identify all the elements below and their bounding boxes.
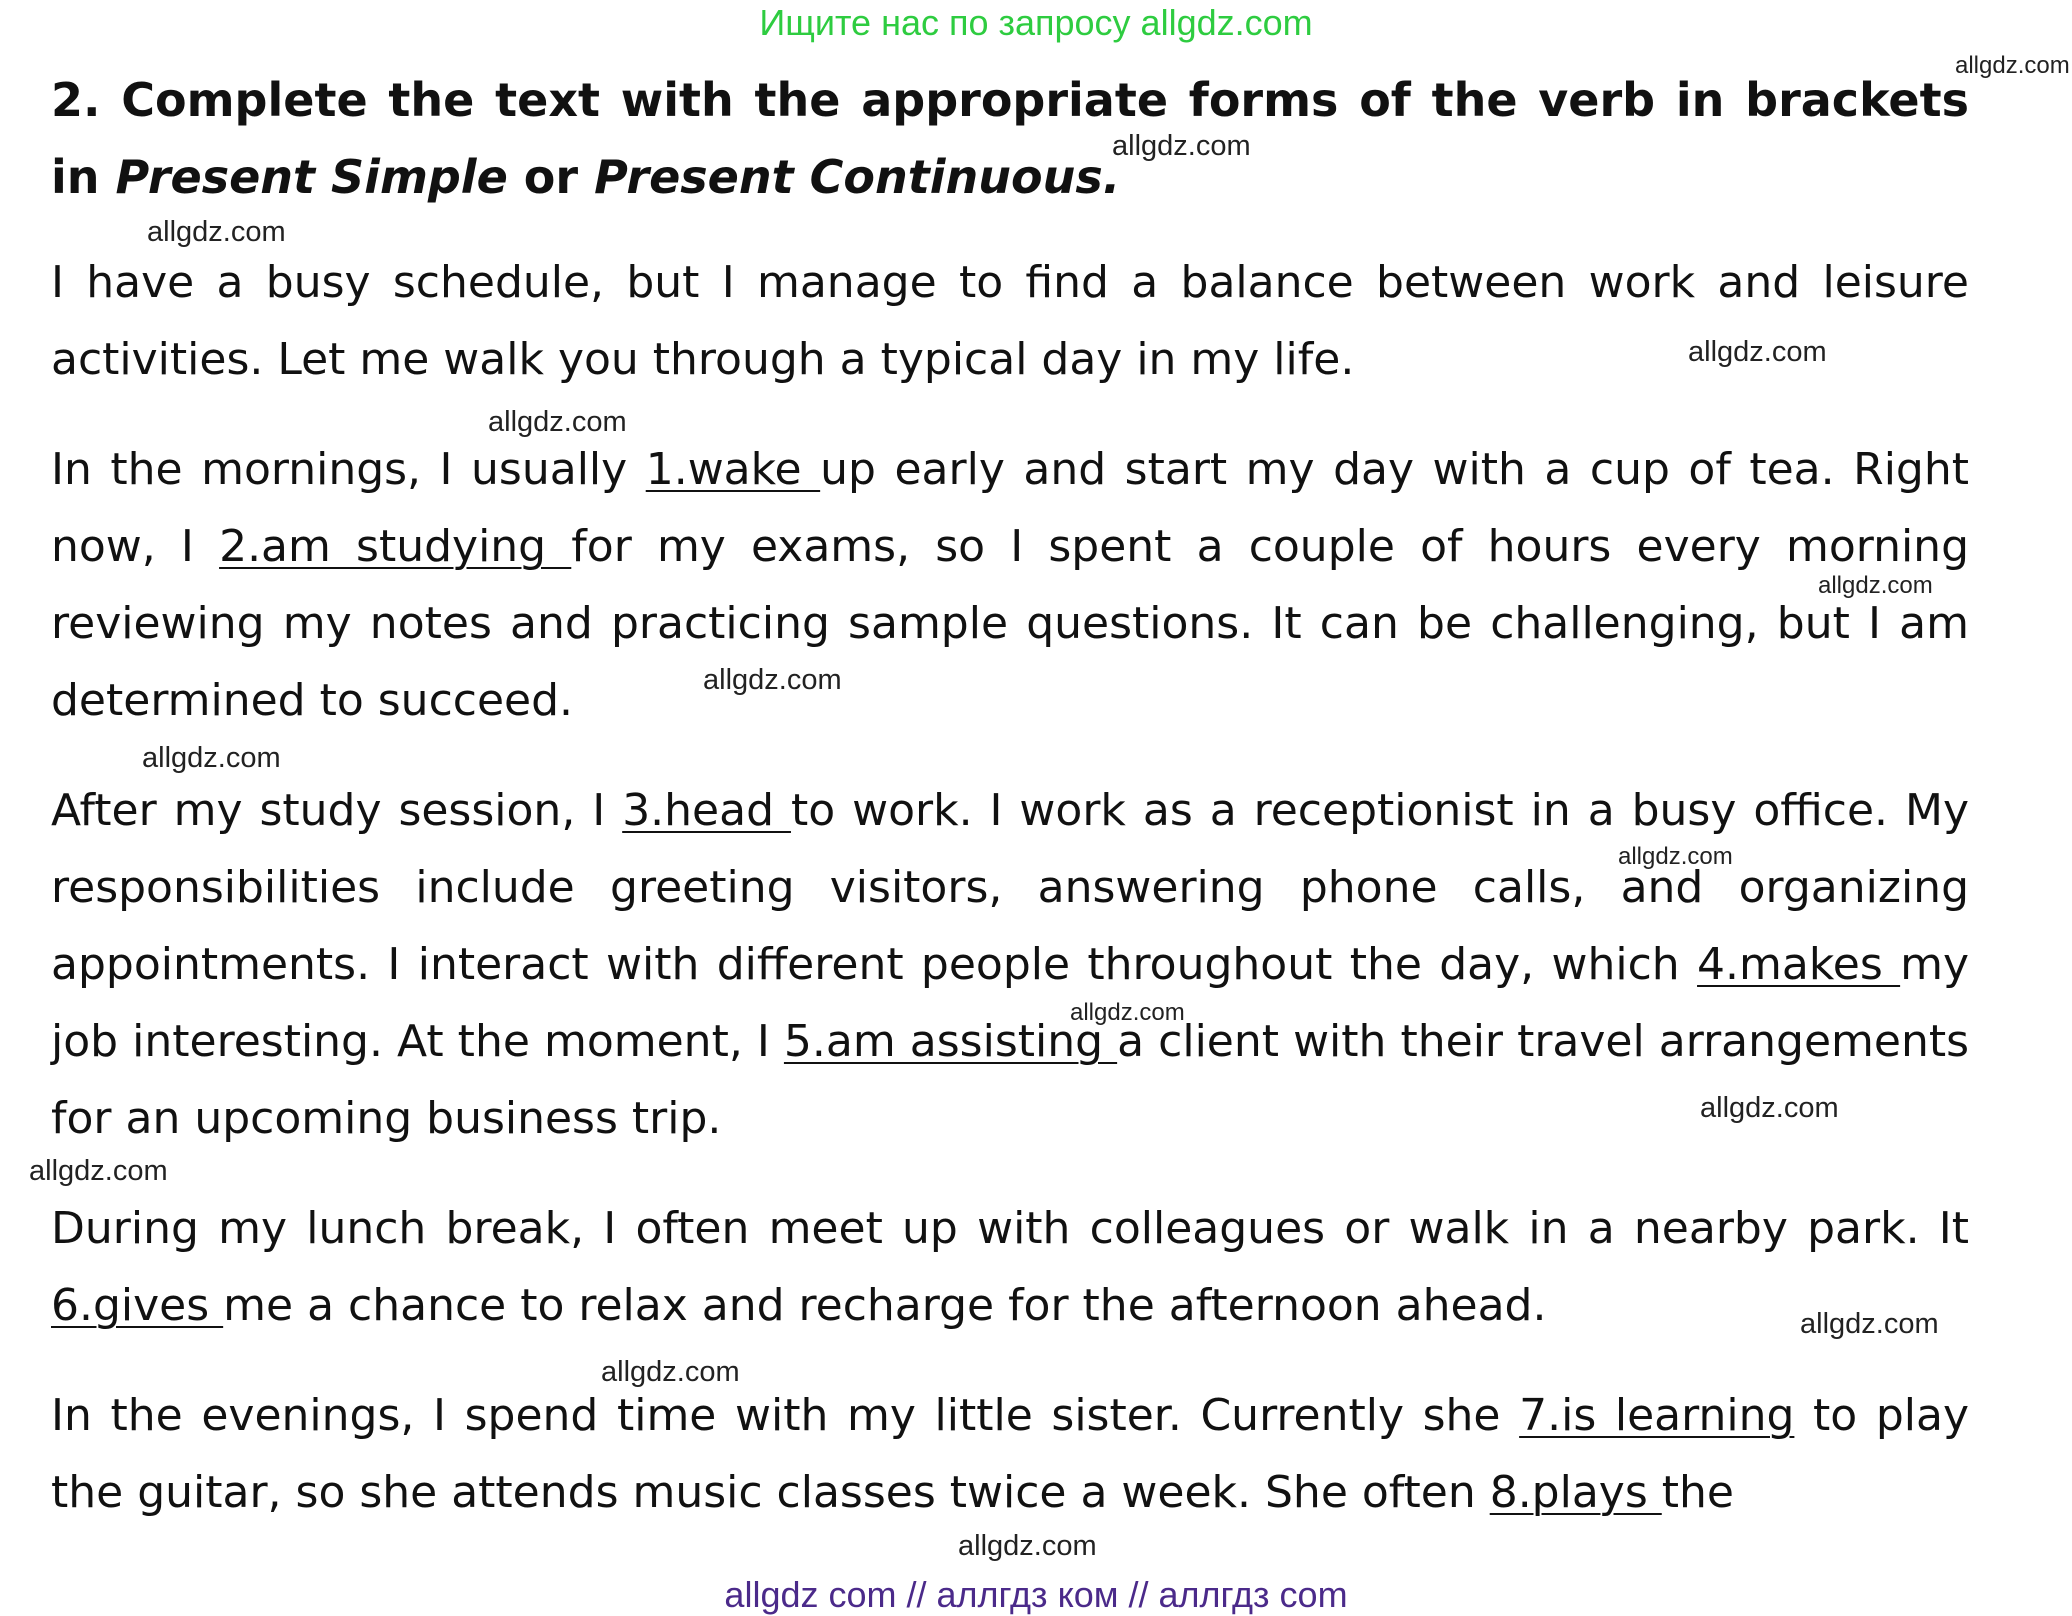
p3-text-1: After my study session, I [51, 785, 623, 836]
paragraph-4 [51, 1190, 1969, 1344]
tense-present-simple: Present Simple [115, 150, 508, 204]
p2-text-2: up early and start my day with a cup of tea. Right now, I [51, 444, 1969, 572]
watermark: allgdz.com [488, 406, 627, 438]
paragraph-1 [51, 244, 1969, 398]
task-heading [51, 62, 1969, 216]
paragraph-2 [51, 431, 1969, 739]
watermark: allgdz.com [1070, 999, 1185, 1026]
watermark: allgdz.com [1112, 130, 1251, 162]
answer-8: 8.plays [1489, 1467, 1662, 1518]
paragraph-5 [51, 1377, 1969, 1531]
task-number: 2. [51, 73, 101, 127]
answer-2: 2.am studying [219, 521, 572, 572]
p5-text-1: In the evenings, I spend time with my little sister. Currently she [51, 1390, 1520, 1441]
bottom-banner: allgdz com // аллгдз ком // аллгдз com [724, 1574, 1348, 1615]
tense-present-continuous: Present Continuous. [594, 150, 1121, 204]
watermark: allgdz.com [958, 1530, 1097, 1562]
p4-text-1: During my lunch break, I often meet up with colleagues or walk in a nearby park. It [51, 1203, 1969, 1254]
watermark: allgdz.com [1800, 1308, 1939, 1340]
answer-5: 5.am assisting [783, 1016, 1118, 1067]
p3-text-4: a client with their travel arrangements for an upcoming business trip. [51, 1016, 1970, 1144]
p5-text-3: the [1661, 1467, 1734, 1518]
watermark: allgdz.com [1955, 52, 2070, 79]
answer-6: 6.gives [51, 1280, 224, 1331]
p2-text-3: for my exams, so I spent a couple of hours every morning reviewing my notes and practicing sample questions. It can be challenging, but I am determined to succeed. [51, 521, 1970, 726]
p3-text-2: to work. I work as a receptionist in a busy office. My responsibilities include greeting visitors, answering phone calls, and organizing appointments. I interact with different people throughout the day, which [51, 785, 1969, 990]
watermark: allgdz.com [142, 742, 281, 774]
p1-text-1: I have a busy schedule, but I manage to find a balance between work and leisure activities. Let me walk you through a typical day in my life. [51, 257, 1969, 385]
watermark: allgdz.com [703, 664, 842, 696]
p3-text-3: my job interesting. At the moment, I [51, 939, 1970, 1067]
answer-3: 3.head [622, 785, 791, 836]
paragraph-3 [51, 772, 1969, 1157]
watermark: allgdz.com [1700, 1092, 1839, 1124]
task-or: or [523, 150, 579, 204]
watermark: allgdz.com [147, 216, 286, 248]
watermark: allgdz.com [1618, 843, 1733, 870]
p2-text-1: In the mornings, I usually [51, 444, 646, 495]
watermark: allgdz.com [1818, 572, 1933, 599]
p4-text-2: me a chance to relax and recharge for the afternoon ahead. [223, 1280, 1547, 1331]
task-instruction: Complete the text with the appropriate forms of the verb in brackets in [51, 73, 1970, 204]
top-banner: Ищите нас по запросу allgdz.com [759, 2, 1313, 43]
p5-text-2: to play the guitar, so she attends music classes twice a week. She often [51, 1390, 1969, 1518]
watermark: allgdz.com [29, 1155, 168, 1187]
answer-1: 1.wake [645, 444, 821, 495]
document-body [51, 62, 1969, 1564]
watermark: allgdz.com [601, 1356, 740, 1388]
watermark: allgdz.com [1688, 336, 1827, 368]
answer-4: 4.makes [1697, 939, 1901, 990]
answer-7: 7.is learning [1519, 1390, 1795, 1441]
